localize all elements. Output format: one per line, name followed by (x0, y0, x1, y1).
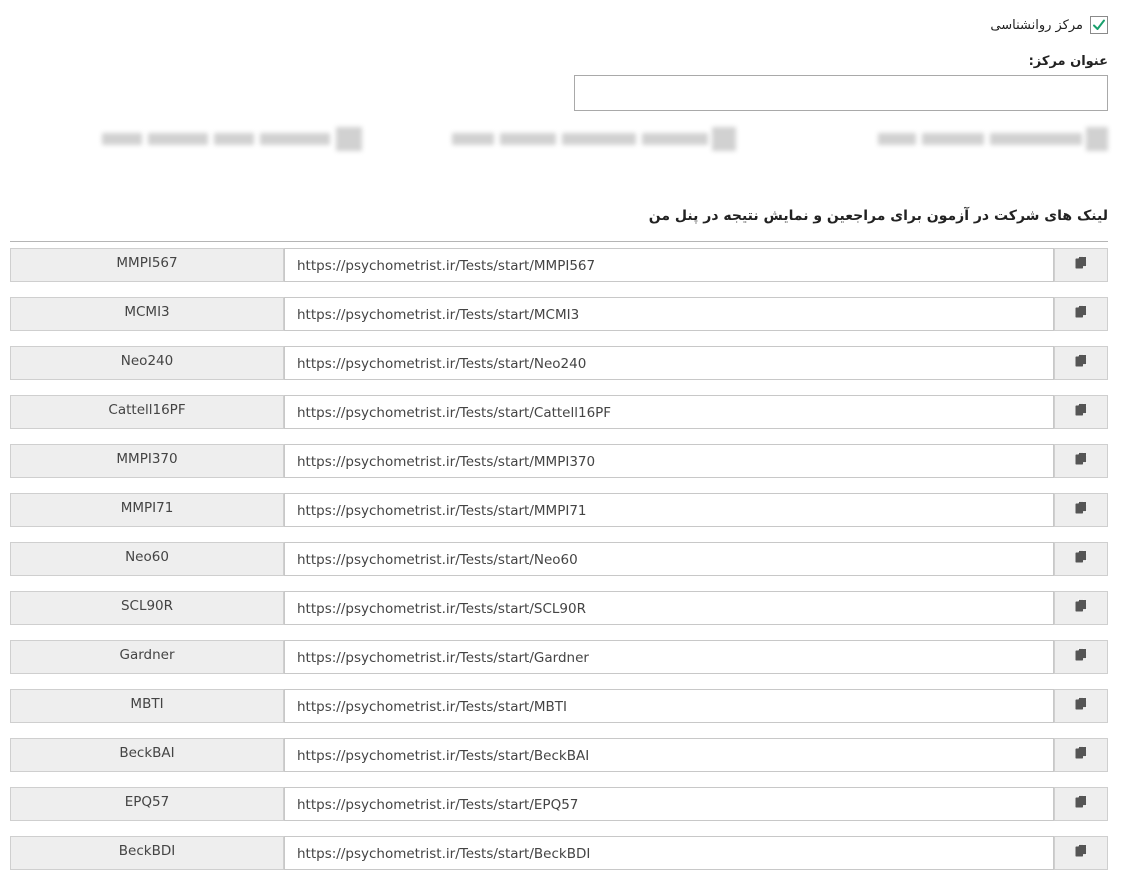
test-name: BeckBDI (10, 836, 284, 870)
copy-icon (1075, 305, 1087, 319)
test-link-row (10, 297, 1108, 331)
copy-icon (1075, 599, 1087, 613)
center-title-input[interactable] (574, 75, 1108, 111)
test-link-field[interactable]: https://psychometrist.ir/Tests/start/Neo60 (284, 542, 1054, 576)
test-link-row (10, 542, 1108, 576)
test-link-field[interactable]: https://psychometrist.ir/Tests/start/Neo240 (284, 346, 1054, 380)
test-link-field[interactable]: https://psychometrist.ir/Tests/start/MMPI370 (284, 444, 1054, 478)
test-link-row (10, 395, 1108, 429)
test-link-field[interactable]: https://psychometrist.ir/Tests/start/MCMI3 (284, 297, 1054, 331)
test-link-row (10, 493, 1108, 527)
copy-link-button[interactable] (1054, 248, 1108, 282)
redacted-field (878, 124, 1108, 154)
copy-icon (1075, 746, 1087, 760)
test-link-field[interactable]: https://psychometrist.ir/Tests/start/EPQ57 (284, 787, 1054, 821)
test-link-row (10, 444, 1108, 478)
copy-icon (1075, 697, 1087, 711)
copy-icon (1075, 648, 1087, 662)
test-link-row (10, 836, 1108, 870)
test-name: SCL90R (10, 591, 284, 625)
copy-link-button[interactable] (1054, 493, 1108, 527)
copy-link-button[interactable] (1054, 689, 1108, 723)
test-name: MMPI370 (10, 444, 284, 478)
test-link-field[interactable]: https://psychometrist.ir/Tests/start/MBTI (284, 689, 1054, 723)
psychology-center-option[interactable] (990, 16, 1108, 34)
test-link-row (10, 738, 1108, 772)
test-name: EPQ57 (10, 787, 284, 821)
copy-link-button[interactable] (1054, 346, 1108, 380)
test-link-row (10, 591, 1108, 625)
test-name: Cattell16PF (10, 395, 284, 429)
test-link-row (10, 787, 1108, 821)
copy-link-button[interactable] (1054, 297, 1108, 331)
check-icon (1092, 18, 1106, 32)
psychology-center-label: مرکز روانشناسی (990, 17, 1083, 33)
test-link-field[interactable]: https://psychometrist.ir/Tests/start/MMPI567 (284, 248, 1054, 282)
copy-icon (1075, 256, 1087, 270)
copy-link-button[interactable] (1054, 640, 1108, 674)
copy-icon (1075, 452, 1087, 466)
test-link-field[interactable]: https://psychometrist.ir/Tests/start/Cattell16PF (284, 395, 1054, 429)
test-name: MMPI71 (10, 493, 284, 527)
copy-link-button[interactable] (1054, 787, 1108, 821)
redacted-field (452, 124, 738, 154)
copy-icon (1075, 550, 1087, 564)
test-name: Neo60 (10, 542, 284, 576)
copy-icon (1075, 795, 1087, 809)
copy-link-button[interactable] (1054, 738, 1108, 772)
test-name: MCMI3 (10, 297, 284, 331)
test-link-field[interactable]: https://psychometrist.ir/Tests/start/MMPI71 (284, 493, 1054, 527)
copy-icon (1075, 844, 1087, 858)
test-link-field[interactable]: https://psychometrist.ir/Tests/start/BeckBAI (284, 738, 1054, 772)
divider (10, 241, 1108, 242)
copy-link-button[interactable] (1054, 591, 1108, 625)
copy-link-button[interactable] (1054, 542, 1108, 576)
copy-link-button[interactable] (1054, 444, 1108, 478)
test-link-row (10, 640, 1108, 674)
test-name: Neo240 (10, 346, 284, 380)
test-link-field[interactable]: https://psychometrist.ir/Tests/start/Gardner (284, 640, 1054, 674)
copy-icon (1075, 403, 1087, 417)
test-link-row (10, 248, 1108, 282)
test-link-field[interactable]: https://psychometrist.ir/Tests/start/BeckBDI (284, 836, 1054, 870)
copy-icon (1075, 354, 1087, 368)
copy-link-button[interactable] (1054, 395, 1108, 429)
center-title-label: عنوان مرکز: (1028, 54, 1108, 69)
test-name: Gardner (10, 640, 284, 674)
test-name: BeckBAI (10, 738, 284, 772)
test-links-title: لینک های شرکت در آزمون برای مراجعین و نمایش نتیجه در پنل من (648, 208, 1108, 224)
test-link-row (10, 346, 1108, 380)
test-link-field[interactable]: https://psychometrist.ir/Tests/start/SCL90R (284, 591, 1054, 625)
psychology-center-checkbox[interactable] (1090, 16, 1108, 34)
redacted-field (102, 124, 364, 154)
copy-icon (1075, 501, 1087, 515)
test-name: MBTI (10, 689, 284, 723)
test-name: MMPI567 (10, 248, 284, 282)
copy-link-button[interactable] (1054, 836, 1108, 870)
test-link-row (10, 689, 1108, 723)
